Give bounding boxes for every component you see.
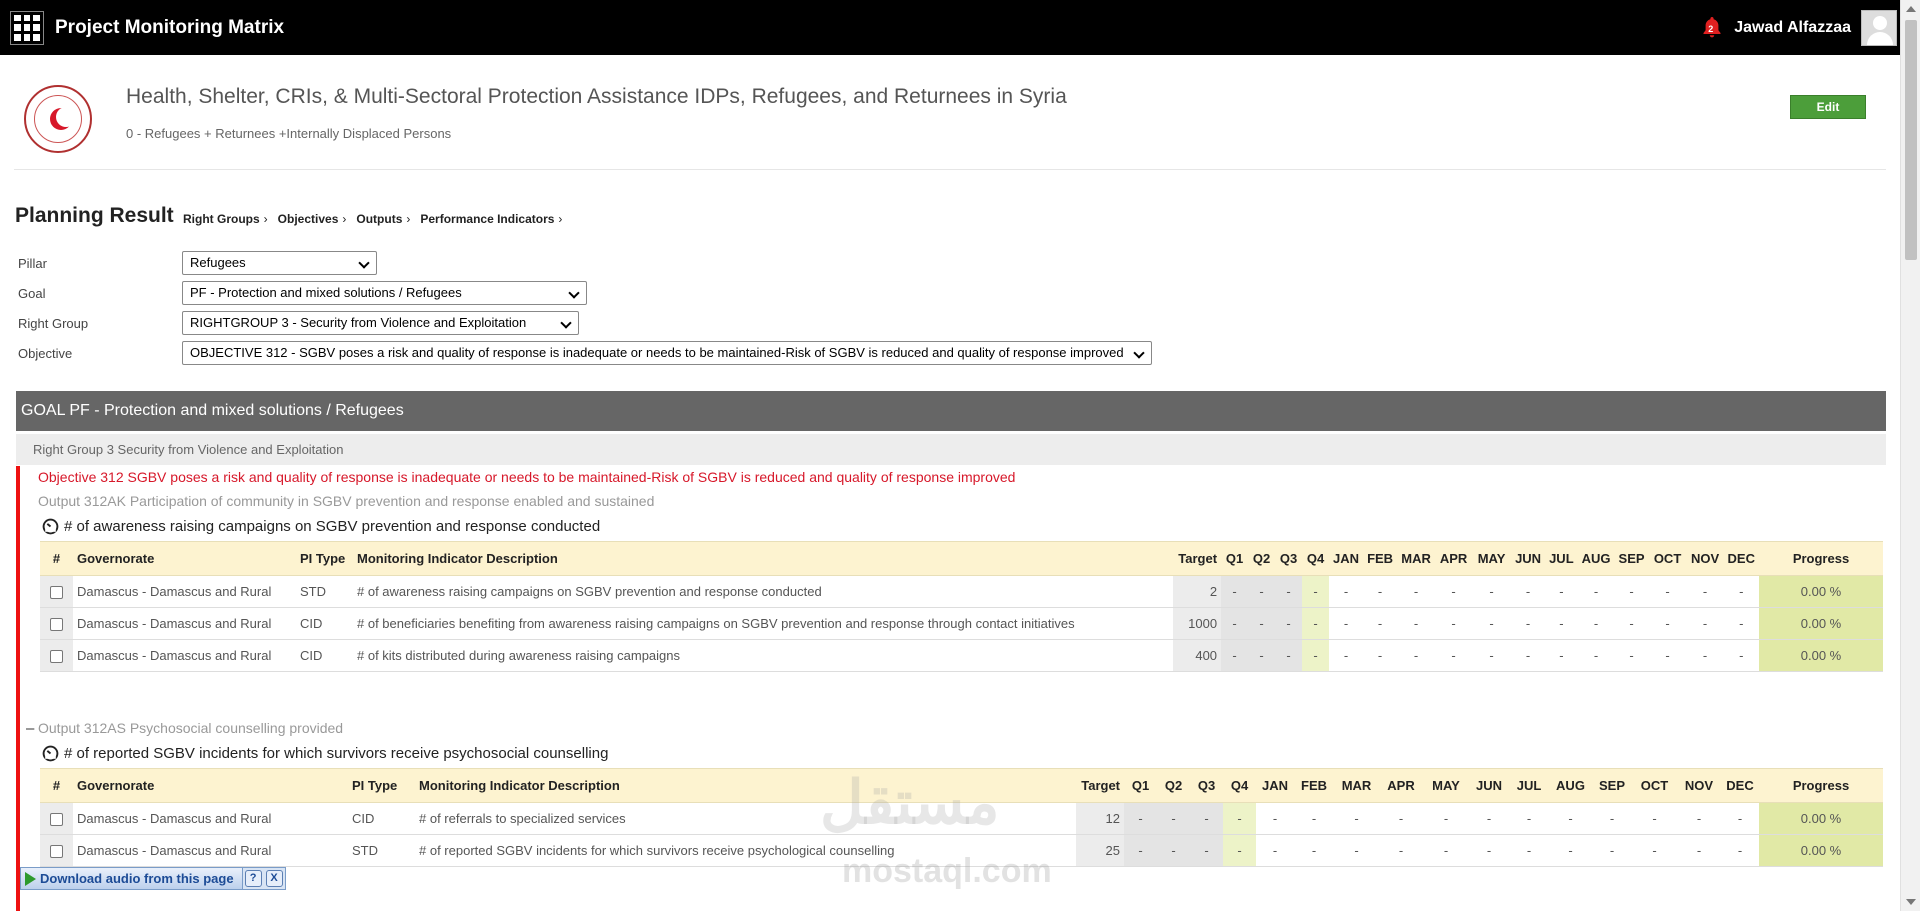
cell-jan: -: [1256, 835, 1294, 867]
cell-nov: -: [1677, 803, 1721, 835]
pillar-label: Pillar: [18, 256, 47, 271]
col-progress[interactable]: Progress: [1759, 542, 1883, 576]
col-may: MAY: [1472, 542, 1511, 576]
watermark-arabic: مستقل: [820, 769, 1000, 836]
cell-jun: -: [1469, 803, 1509, 835]
cell-sep: -: [1592, 803, 1632, 835]
col-description[interactable]: Monitoring Indicator Description: [353, 542, 1173, 576]
cell-target: 12: [1076, 803, 1124, 835]
cell-mar: -: [1334, 803, 1379, 835]
cell-mar: -: [1397, 608, 1435, 640]
cell-q2: -: [1248, 640, 1275, 672]
cell-oct: -: [1649, 640, 1687, 672]
cell-q2: -: [1248, 608, 1275, 640]
cell-jul: -: [1509, 803, 1549, 835]
cell-aug: -: [1578, 640, 1615, 672]
col-jun: JUN: [1469, 769, 1509, 803]
col-dec: DEC: [1721, 769, 1759, 803]
cell-q1: -: [1221, 640, 1248, 672]
cell-jun: -: [1511, 576, 1545, 608]
cell-description: # of awareness raising campaigns on SGBV prevention and response conducted: [353, 576, 1173, 608]
col-sep: SEP: [1592, 769, 1632, 803]
col-sep: SEP: [1615, 542, 1649, 576]
cell-q2: -: [1157, 803, 1190, 835]
cell-q3: -: [1190, 835, 1223, 867]
play-icon: [25, 872, 36, 886]
cell-q2: -: [1157, 835, 1190, 867]
col-oct: OCT: [1632, 769, 1677, 803]
breadcrumb-performance-indicators[interactable]: Performance Indicators ›: [420, 212, 562, 226]
col-q1: Q1: [1124, 769, 1157, 803]
cell-aug: -: [1549, 803, 1592, 835]
cell-oct: -: [1632, 803, 1677, 835]
cell-dec: -: [1724, 608, 1759, 640]
goal-label: Goal: [18, 286, 46, 301]
cell-target: 25: [1076, 835, 1124, 867]
cell-aug: -: [1549, 835, 1592, 867]
apps-grid-icon[interactable]: [10, 11, 44, 45]
cell-jan: -: [1329, 576, 1363, 608]
cell-apr: -: [1435, 608, 1472, 640]
cell-description: # of reported SGBV incidents for which survivors receive psychological counselling: [415, 835, 1076, 867]
cell-governorate: Damascus - Damascus and Rural: [73, 576, 296, 608]
cell-description: # of kits distributed during awareness raising campaigns: [353, 640, 1173, 672]
cell-jun: -: [1511, 608, 1545, 640]
indicator-title: [42, 518, 600, 535]
cell-may: -: [1423, 803, 1469, 835]
cell-pi-type: STD: [348, 835, 415, 867]
row-checkbox[interactable]: [50, 650, 63, 663]
top-bar: [0, 0, 1900, 55]
indicator-label: # of awareness raising campaigns on SGBV prevention and response conducted: [64, 518, 601, 535]
cell-progress: 0.00 %: [1759, 835, 1883, 867]
col-jul: JUL: [1545, 542, 1578, 576]
cell-aug: -: [1578, 576, 1615, 608]
cell-q1: -: [1221, 608, 1248, 640]
cell-progress: 0.00 %: [1759, 608, 1883, 640]
cell-nov: -: [1677, 835, 1721, 867]
col-governorate[interactable]: Governorate: [73, 769, 348, 803]
scroll-thumb[interactable]: [1905, 20, 1917, 260]
help-icon[interactable]: ?: [245, 870, 262, 887]
indicator-title: [42, 745, 608, 762]
cell-jul: -: [1509, 835, 1549, 867]
cell-sep: -: [1592, 835, 1632, 867]
cell-oct: -: [1632, 835, 1677, 867]
col-nov: NOV: [1687, 542, 1724, 576]
col-pi-type[interactable]: PI Type: [296, 542, 353, 576]
cell-dec: -: [1724, 576, 1759, 608]
cell-oct: -: [1649, 608, 1687, 640]
output-title[interactable]: Output 312AS Psychosocial counselling provided: [38, 720, 344, 736]
table-header-row: [40, 542, 1883, 576]
col-progress[interactable]: Progress: [1759, 769, 1883, 803]
cell-q4: -: [1302, 640, 1329, 672]
cell-apr: -: [1435, 640, 1472, 672]
col-jan: JAN: [1329, 542, 1363, 576]
close-icon[interactable]: X: [266, 870, 283, 887]
cell-q1: -: [1124, 803, 1157, 835]
col-jan: JAN: [1256, 769, 1294, 803]
user-name[interactable]: Jawad Alfazzaa: [1734, 19, 1851, 36]
cell-q4: -: [1223, 835, 1256, 867]
objective-marker: [16, 466, 20, 911]
col-q4: Q4: [1302, 542, 1329, 576]
scroll-up-arrow-icon[interactable]: [1906, 6, 1916, 12]
right-group-select[interactable]: RIGHTGROUP 3 - Security from Violence and Exploitation: [182, 311, 579, 335]
cell-jul: -: [1545, 640, 1578, 672]
cell-jun: -: [1511, 640, 1545, 672]
col-target[interactable]: Target: [1173, 542, 1221, 576]
objective-label: Objective: [18, 346, 73, 361]
col-jun: JUN: [1511, 542, 1545, 576]
download-audio-button[interactable]: [21, 868, 243, 889]
col-aug: AUG: [1549, 769, 1592, 803]
watermark-latin: mostaql.com: [842, 852, 1052, 890]
cell-mar: -: [1334, 835, 1379, 867]
avatar[interactable]: [1861, 10, 1897, 46]
cell-q4: -: [1302, 576, 1329, 608]
row-checkbox[interactable]: [50, 813, 63, 826]
cell-dec: -: [1724, 640, 1759, 672]
cell-pi-type: CID: [296, 608, 353, 640]
cell-nov: -: [1687, 576, 1724, 608]
project-subtitle: 0 - Refugees + Returnees +Internally Displaced Persons: [126, 126, 452, 141]
gauge-icon: [42, 518, 59, 535]
cell-mar: -: [1397, 576, 1435, 608]
notification-count: 2: [1708, 24, 1714, 34]
table-row: [40, 608, 1883, 640]
cell-governorate: Damascus - Damascus and Rural: [73, 803, 348, 835]
cell-progress: 0.00 %: [1759, 576, 1883, 608]
col-feb: FEB: [1363, 542, 1397, 576]
divider: [14, 169, 1886, 170]
col-pi-type[interactable]: PI Type: [348, 769, 415, 803]
page-scrollbar[interactable]: [1900, 0, 1920, 911]
cell-jan: -: [1329, 640, 1363, 672]
cell-nov: -: [1687, 640, 1724, 672]
col-q3: Q3: [1275, 542, 1302, 576]
cell-governorate: Damascus - Damascus and Rural: [73, 835, 348, 867]
cell-governorate: Damascus - Damascus and Rural: [73, 608, 296, 640]
cell-description: # of beneficiaries benefiting from awareness raising campaigns on SGBV prevention and response through contact initiatives: [353, 608, 1173, 640]
col-aug: AUG: [1578, 542, 1615, 576]
cell-target: 400: [1173, 640, 1221, 672]
right-group-header: Right Group 3 Security from Violence and Exploitation: [16, 434, 1886, 465]
cell-q4: -: [1223, 803, 1256, 835]
organization-logo: [24, 85, 92, 153]
cell-q2: -: [1248, 576, 1275, 608]
cell-may: -: [1472, 640, 1511, 672]
right-group-label: Right Group: [18, 316, 89, 331]
cell-oct: -: [1649, 576, 1687, 608]
cell-dec: -: [1721, 803, 1759, 835]
table-row: [40, 576, 1883, 608]
cell-pi-type: CID: [348, 803, 415, 835]
col-hash: #: [40, 769, 73, 803]
breadcrumb-right-groups[interactable]: Right Groups ›: [183, 212, 268, 226]
cell-jun: -: [1469, 835, 1509, 867]
notification-bell-icon[interactable]: [1700, 15, 1726, 41]
edit-button[interactable]: Edit: [1790, 95, 1866, 119]
col-may: MAY: [1423, 769, 1469, 803]
breadcrumb: [183, 212, 572, 226]
download-audio-label: Download audio from this page: [40, 871, 234, 886]
cell-description: # of referrals to specialized services: [415, 803, 1076, 835]
cell-jul: -: [1545, 608, 1578, 640]
col-apr: APR: [1379, 769, 1423, 803]
col-oct: OCT: [1649, 542, 1687, 576]
col-governorate[interactable]: Governorate: [73, 542, 296, 576]
crescent-icon: [50, 108, 72, 130]
gauge-icon: [42, 745, 59, 762]
goal-header: GOAL PF - Protection and mixed solutions / Refugees: [16, 391, 1886, 431]
col-apr: APR: [1435, 542, 1472, 576]
cell-feb: -: [1363, 576, 1397, 608]
cell-apr: -: [1379, 803, 1423, 835]
indicator-table-1: [40, 541, 1883, 672]
cell-may: -: [1423, 835, 1469, 867]
cell-feb: -: [1294, 803, 1334, 835]
col-description[interactable]: Monitoring Indicator Description: [415, 769, 1076, 803]
cell-target: 1000: [1173, 608, 1221, 640]
pillar-select[interactable]: Refugees: [182, 251, 377, 275]
col-q3: Q3: [1190, 769, 1223, 803]
output-title[interactable]: Output 312AK Participation of community in SGBV prevention and response enabled and sustained: [38, 493, 655, 509]
cell-sep: -: [1615, 640, 1649, 672]
cell-aug: -: [1578, 608, 1615, 640]
cell-q3: -: [1275, 640, 1302, 672]
cell-apr: -: [1379, 835, 1423, 867]
cell-progress: 0.00 %: [1759, 803, 1883, 835]
cell-pi-type: CID: [296, 640, 353, 672]
cell-jul: -: [1545, 576, 1578, 608]
goal-select[interactable]: PF - Protection and mixed solutions / Refugees: [182, 281, 587, 305]
cell-nov: -: [1687, 608, 1724, 640]
cell-feb: -: [1363, 640, 1397, 672]
cell-q1: -: [1221, 576, 1248, 608]
cell-feb: -: [1294, 835, 1334, 867]
breadcrumb-outputs[interactable]: Outputs ›: [356, 212, 410, 226]
audio-toolbar: [20, 867, 286, 890]
col-q1: Q1: [1221, 542, 1248, 576]
cell-dec: -: [1721, 835, 1759, 867]
cell-q4: -: [1302, 608, 1329, 640]
col-mar: MAR: [1397, 542, 1435, 576]
col-q2: Q2: [1248, 542, 1275, 576]
objective-title: Objective 312 SGBV poses a risk and quality of response is inadequate or needs to be maintained-Risk of SGBV is reduced and quality of response improved: [38, 469, 1016, 485]
project-title: Health, Shelter, CRIs, & Multi-Sectoral Protection Assistance IDPs, Refugees, and Returnees in Syria: [126, 85, 1067, 108]
app-title: Project Monitoring Matrix: [55, 16, 285, 38]
col-nov: NOV: [1677, 769, 1721, 803]
cell-may: -: [1472, 608, 1511, 640]
row-checkbox[interactable]: [50, 618, 63, 631]
cell-q3: -: [1275, 608, 1302, 640]
cell-jan: -: [1256, 803, 1294, 835]
indicator-label: # of reported SGBV incidents for which survivors receive psychosocial counselling: [64, 745, 609, 762]
col-mar: MAR: [1334, 769, 1379, 803]
cell-jan: -: [1329, 608, 1363, 640]
cell-governorate: Damascus - Damascus and Rural: [73, 640, 296, 672]
scroll-down-arrow-icon[interactable]: [1906, 899, 1916, 905]
breadcrumb-objectives[interactable]: Objectives ›: [278, 212, 347, 226]
col-jul: JUL: [1509, 769, 1549, 803]
cell-mar: -: [1397, 640, 1435, 672]
cell-q1: -: [1124, 835, 1157, 867]
row-checkbox[interactable]: [50, 845, 63, 858]
cell-sep: -: [1615, 608, 1649, 640]
cell-apr: -: [1435, 576, 1472, 608]
row-checkbox[interactable]: [50, 586, 63, 599]
col-dec: DEC: [1724, 542, 1759, 576]
col-q4: Q4: [1223, 769, 1256, 803]
table-row: [40, 640, 1883, 672]
col-q2: Q2: [1157, 769, 1190, 803]
cell-target: 2: [1173, 576, 1221, 608]
col-target[interactable]: Target: [1076, 769, 1124, 803]
col-feb: FEB: [1294, 769, 1334, 803]
page-title: Planning Result: [15, 204, 174, 227]
cell-q3: -: [1275, 576, 1302, 608]
col-hash: #: [40, 542, 73, 576]
cell-feb: -: [1363, 608, 1397, 640]
collapse-minus-icon[interactable]: –: [26, 720, 35, 737]
cell-q3: -: [1190, 803, 1223, 835]
cell-may: -: [1472, 576, 1511, 608]
cell-sep: -: [1615, 576, 1649, 608]
cell-pi-type: STD: [296, 576, 353, 608]
cell-progress: 0.00 %: [1759, 640, 1883, 672]
objective-select[interactable]: OBJECTIVE 312 - SGBV poses a risk and quality of response is inadequate or needs to be maintained-Risk of SGBV is reduced and quality of response improved: [182, 341, 1152, 365]
